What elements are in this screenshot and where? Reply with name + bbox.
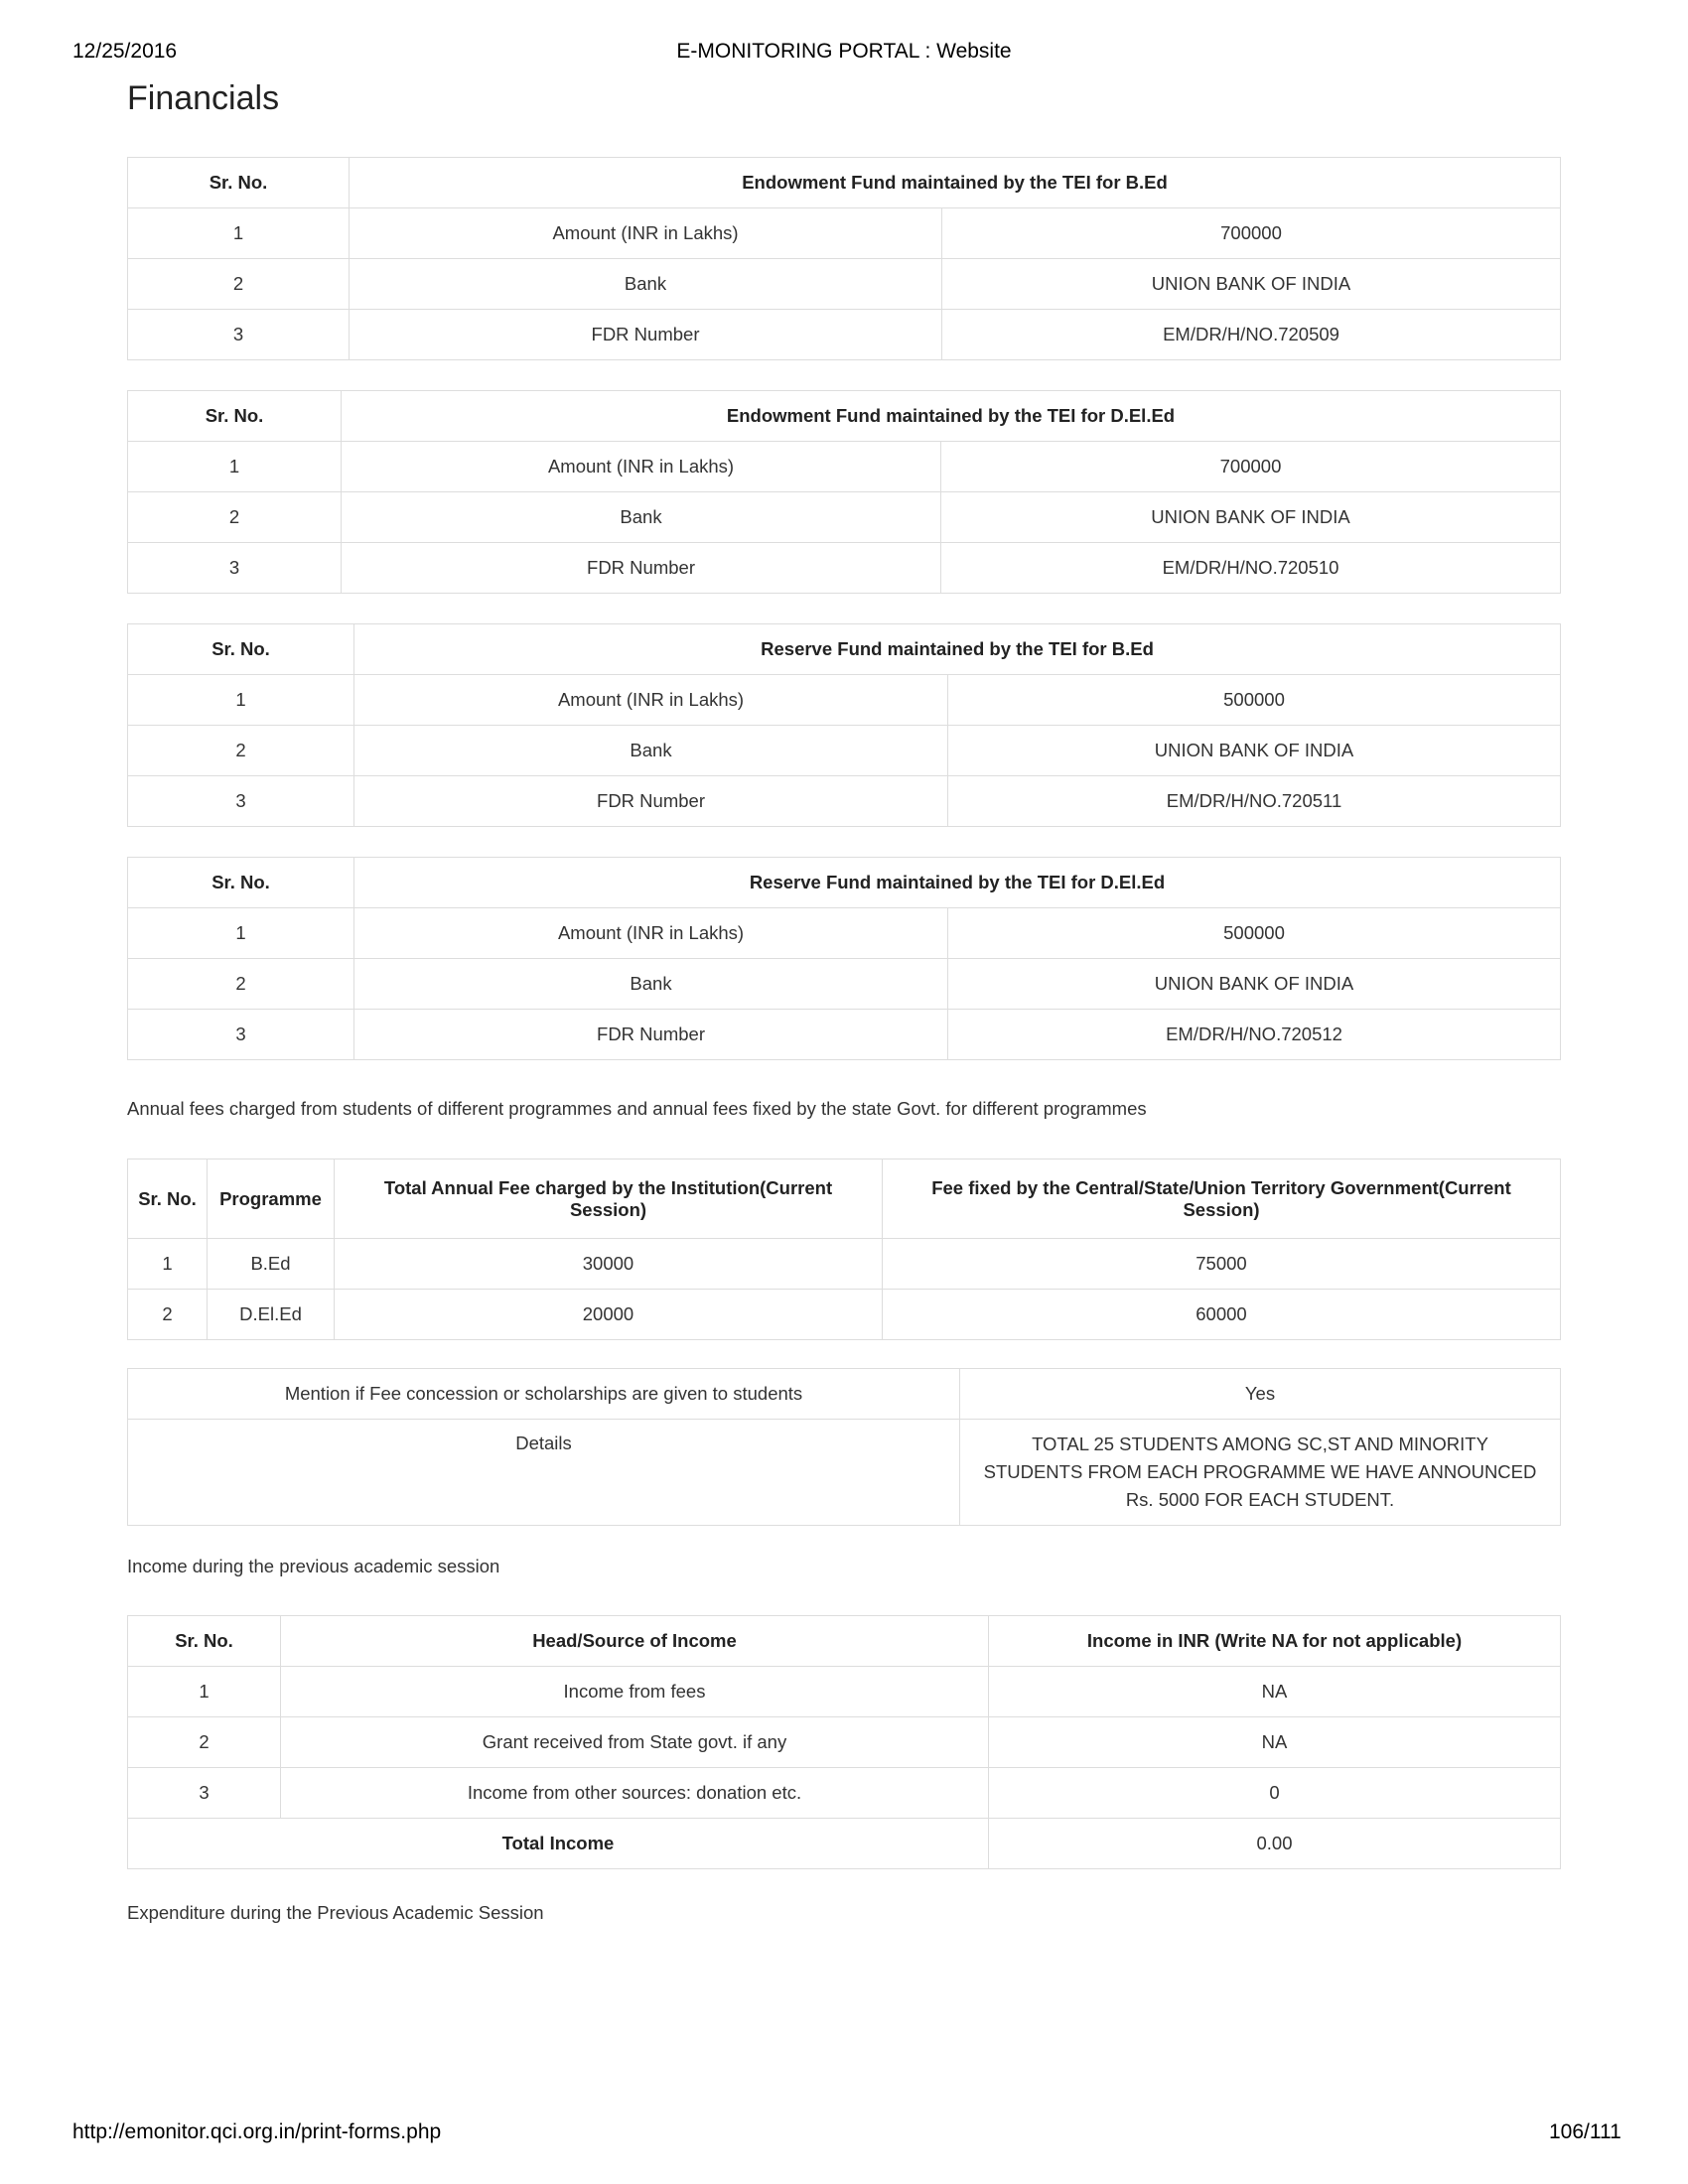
label-cell: Amount (INR in Lakhs) [342, 442, 941, 492]
fund-title-header: Endowment Fund maintained by the TEI for D.El.Ed [342, 391, 1561, 442]
income-amount-cell: NA [989, 1667, 1561, 1717]
table-header-row [128, 391, 1561, 442]
total-income-value: 0.00 [989, 1819, 1561, 1869]
label-cell: Bank [354, 726, 948, 776]
fee-concession-table [127, 1368, 1561, 1526]
income-amount-cell: NA [989, 1717, 1561, 1768]
fee-charged-cell: 20000 [335, 1290, 883, 1340]
income-head-cell: Grant received from State govt. if any [281, 1717, 989, 1768]
print-footer-page: 106/111 [1549, 2120, 1621, 2143]
table-row [128, 208, 1561, 259]
table-row [128, 1768, 1561, 1819]
sr-no-header: Sr. No. [128, 858, 354, 908]
endowment-fund-bed-table [127, 157, 1561, 360]
sr-no-header: Sr. No. [128, 158, 350, 208]
value-cell: EM/DR/H/NO.720512 [948, 1010, 1561, 1060]
sr-cell: 3 [128, 543, 342, 594]
print-footer-url: http://emonitor.qci.org.in/print-forms.php [72, 2120, 442, 2143]
table-row [128, 442, 1561, 492]
table-header-row [128, 858, 1561, 908]
details-text-cell: TOTAL 25 STUDENTS AMONG SC,ST AND MINORITY STUDENTS FROM EACH PROGRAMME WE HAVE ANNOUNCED Rs. 5000 FOR EACH STUDENT. [960, 1420, 1561, 1526]
reserve-fund-deled-table [127, 857, 1561, 1060]
table-row [128, 776, 1561, 827]
sr-no-header: Sr. No. [128, 624, 354, 675]
sr-cell: 2 [128, 1717, 281, 1768]
sr-cell: 3 [128, 310, 350, 360]
value-cell: UNION BANK OF INDIA [941, 492, 1561, 543]
sr-cell: 2 [128, 726, 354, 776]
fee-fixed-cell: 75000 [883, 1239, 1561, 1290]
table-row [128, 1290, 1561, 1340]
table-row [128, 1667, 1561, 1717]
label-cell: Amount (INR in Lakhs) [354, 675, 948, 726]
label-cell: FDR Number [354, 1010, 948, 1060]
value-cell: UNION BANK OF INDIA [948, 726, 1561, 776]
sr-cell: 1 [128, 675, 354, 726]
sr-no-header: Sr. No. [128, 391, 342, 442]
sr-no-header: Sr. No. [128, 1616, 281, 1667]
page-title: Financials [127, 79, 280, 117]
table-row [128, 543, 1561, 594]
fee-charged-cell: 30000 [335, 1239, 883, 1290]
table-header-row [128, 1616, 1561, 1667]
income-amount-header: Income in INR (Write NA for not applicable) [989, 1616, 1561, 1667]
fees-note: Annual fees charged from students of different programmes and annual fees fixed by the state Govt. for different programmes [127, 1098, 1147, 1119]
income-head-cell: Income from fees [281, 1667, 989, 1717]
label-cell: FDR Number [342, 543, 941, 594]
programme-cell: B.Ed [208, 1239, 335, 1290]
sr-cell: 2 [128, 1290, 208, 1340]
endowment-fund-deled-table [127, 390, 1561, 594]
sr-cell: 3 [128, 1768, 281, 1819]
value-cell: UNION BANK OF INDIA [942, 259, 1561, 310]
table-row [128, 1717, 1561, 1768]
income-head-cell: Income from other sources: donation etc. [281, 1768, 989, 1819]
income-head-header: Head/Source of Income [281, 1616, 989, 1667]
sr-cell: 3 [128, 1010, 354, 1060]
value-cell: EM/DR/H/NO.720511 [948, 776, 1561, 827]
value-cell: 700000 [942, 208, 1561, 259]
programme-header: Programme [208, 1160, 335, 1239]
fee-fixed-header: Fee fixed by the Central/State/Union Territory Government(Current Session) [883, 1160, 1561, 1239]
sr-cell: 2 [128, 959, 354, 1010]
print-header-title: E-MONITORING PORTAL : Website [676, 40, 1012, 63]
label-cell: Bank [342, 492, 941, 543]
table-row [128, 908, 1561, 959]
table-header-row [128, 158, 1561, 208]
table-row [128, 1369, 1561, 1420]
label-cell: Bank [354, 959, 948, 1010]
fund-title-header: Endowment Fund maintained by the TEI for B.Ed [350, 158, 1561, 208]
table-row [128, 1239, 1561, 1290]
fund-title-header: Reserve Fund maintained by the TEI for B.Ed [354, 624, 1561, 675]
expenditure-note: Expenditure during the Previous Academic Session [127, 1902, 544, 1923]
sr-cell: 2 [128, 492, 342, 543]
income-amount-cell: 0 [989, 1768, 1561, 1819]
annual-fees-table [127, 1159, 1561, 1340]
sr-cell: 1 [128, 442, 342, 492]
label-cell: FDR Number [350, 310, 942, 360]
table-row [128, 1010, 1561, 1060]
table-row [128, 310, 1561, 360]
fee-fixed-cell: 60000 [883, 1290, 1561, 1340]
sr-cell: 1 [128, 1239, 208, 1290]
sr-cell: 1 [128, 208, 350, 259]
reserve-fund-bed-table [127, 623, 1561, 827]
label-cell: Amount (INR in Lakhs) [350, 208, 942, 259]
table-row [128, 959, 1561, 1010]
value-cell: EM/DR/H/NO.720509 [942, 310, 1561, 360]
table-row [128, 1420, 1561, 1526]
label-cell: Bank [350, 259, 942, 310]
table-row [128, 675, 1561, 726]
total-income-label: Total Income [128, 1819, 989, 1869]
label-cell: Amount (INR in Lakhs) [354, 908, 948, 959]
fee-charged-header: Total Annual Fee charged by the Institution(Current Session) [335, 1160, 883, 1239]
table-row [128, 726, 1561, 776]
sr-no-header: Sr. No. [128, 1160, 208, 1239]
income-note: Income during the previous academic session [127, 1556, 500, 1576]
total-row [128, 1819, 1561, 1869]
concession-question-cell: Mention if Fee concession or scholarships are given to students [128, 1369, 960, 1420]
sr-cell: 1 [128, 1667, 281, 1717]
concession-answer-cell: Yes [960, 1369, 1561, 1420]
fund-title-header: Reserve Fund maintained by the TEI for D.El.Ed [354, 858, 1561, 908]
label-cell: FDR Number [354, 776, 948, 827]
value-cell: UNION BANK OF INDIA [948, 959, 1561, 1010]
sr-cell: 1 [128, 908, 354, 959]
table-header-row [128, 624, 1561, 675]
table-header-row [128, 1160, 1561, 1239]
sr-cell: 3 [128, 776, 354, 827]
details-label-cell: Details [128, 1420, 960, 1526]
sr-cell: 2 [128, 259, 350, 310]
table-row [128, 492, 1561, 543]
value-cell: 700000 [941, 442, 1561, 492]
income-table [127, 1615, 1561, 1869]
table-row [128, 259, 1561, 310]
value-cell: 500000 [948, 908, 1561, 959]
programme-cell: D.El.Ed [208, 1290, 335, 1340]
value-cell: 500000 [948, 675, 1561, 726]
value-cell: EM/DR/H/NO.720510 [941, 543, 1561, 594]
print-date: 12/25/2016 [72, 40, 178, 63]
